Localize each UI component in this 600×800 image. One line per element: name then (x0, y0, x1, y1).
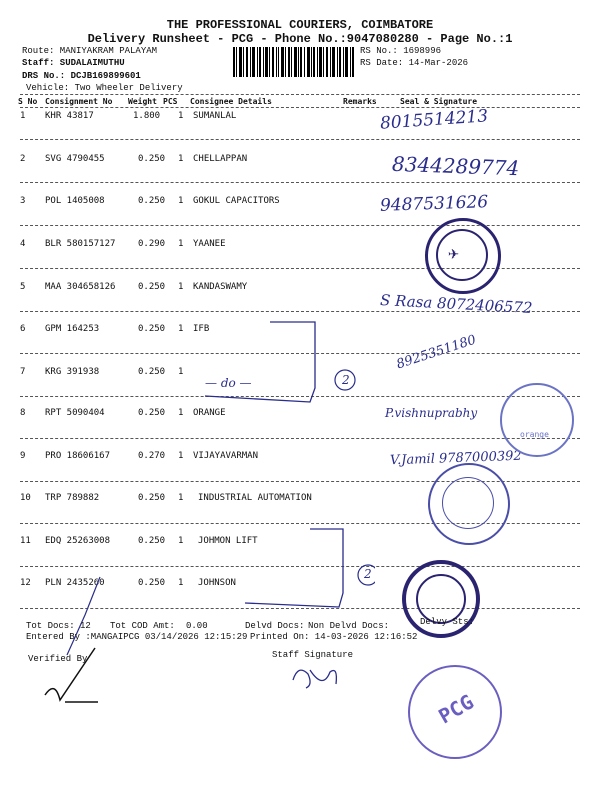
header-rule-bottom (20, 107, 580, 108)
count-circle-b: 2 (364, 567, 372, 581)
runsheet-subtitle: Delivery Runsheet - PCG - Phone No.:9047080280 - Page No.:1 (87, 32, 513, 46)
tot-docs-label: Tot Docs: (26, 621, 75, 631)
row-consignee: VIJAYAVARMAN (193, 451, 259, 461)
non-delvd-docs-label: Non Delvd Docs: (308, 621, 390, 631)
row-consignee: SUMANLAL (193, 111, 237, 121)
printed-on: Printed On: 14-03-2026 12:16:52 (250, 632, 418, 642)
row-sno: 8 (20, 408, 26, 418)
row-weight: 0.250 (138, 282, 166, 292)
row-consignment: KHR 43817 (45, 111, 94, 121)
row-divider (20, 438, 580, 439)
staff-label: Staff: SUDALAIMUTHU (22, 58, 125, 68)
col-pcs: PCS (163, 97, 178, 106)
row-weight: 0.250 (138, 154, 166, 164)
row-pcs: 1 (178, 451, 184, 461)
pcg-stamp (408, 665, 502, 759)
col-seal: Seal & Signature (400, 97, 478, 106)
cod-amt-label: Tot COD Amt: (110, 621, 175, 631)
cod-amt-value: 0.00 (186, 621, 208, 631)
rs-date: RS Date: 14-Mar-2026 (360, 58, 469, 68)
row-pcs: 1 (178, 493, 184, 503)
row-consignee: INDUSTRIAL AUTOMATION (198, 493, 312, 503)
row-consignee: YAANEE (193, 239, 226, 249)
row-consignment: SVG 4790455 (45, 154, 105, 164)
ditto-mark: — do — (205, 376, 252, 390)
row-consignee: JOHMON LIFT (198, 536, 258, 546)
row-weight: 0.250 (138, 367, 166, 377)
row-consignment: KRG 391938 (45, 367, 100, 377)
row-sno: 11 (20, 536, 31, 546)
row-consignment: BLR 580157127 (45, 239, 116, 249)
row-consignee: JOHNSON (198, 578, 236, 588)
row-divider (20, 225, 580, 226)
row-consignment: RPT 5090404 (45, 408, 105, 418)
verified-by-label: Verified By (28, 654, 88, 664)
row-consignee: ORANGE (193, 408, 226, 418)
row-pcs: 1 (178, 282, 184, 292)
row-consignment: TRP 789882 (45, 493, 100, 503)
row-sno: 3 (20, 196, 26, 206)
row-consignee: GOKUL CAPACITORS (193, 196, 280, 206)
table-row (0, 282, 600, 296)
barcode (233, 47, 355, 77)
signature-3: 9487531626 (379, 192, 489, 216)
table-header (0, 97, 600, 111)
row-weight: 1.800 (133, 111, 161, 121)
delvd-docs-label: Delvd Docs: (245, 621, 305, 631)
staff-signature (288, 660, 348, 695)
row-weight: 0.250 (138, 324, 166, 334)
verified-signature (40, 640, 110, 710)
entered-by: Entered By :MANGAIPCG 03/14/2026 12:15:29 (26, 632, 248, 642)
row-weight: 0.250 (138, 536, 166, 546)
row-sno: 7 (20, 367, 26, 377)
signature-1: 8015514213 (379, 106, 489, 134)
count-circle-a: 2 (342, 373, 350, 387)
row-consignment: EDQ 25263008 (45, 536, 111, 546)
pcg-stamp-label: PCG (434, 689, 478, 729)
signature-9: V.Jamil 9787000392 (389, 448, 522, 469)
tvs-stamp: ✈ (425, 218, 501, 294)
row-pcs: 1 (178, 154, 184, 164)
col-consignment: Consignment No (45, 97, 113, 106)
row-consignment: MAA 304658126 (45, 282, 116, 292)
row-pcs: 1 (178, 367, 184, 377)
route-label: Route: MANIYAKRAM PALAYAM (22, 46, 158, 56)
row-pcs: 1 (178, 324, 184, 334)
signature-8: P.vishnuprabhy (385, 406, 478, 420)
vehicle-label: Vehicle: Two Wheeler Delivery (26, 83, 183, 93)
rs-number: RS No.: 1698996 (360, 46, 442, 56)
staff-signature-label: Staff Signature (272, 650, 354, 660)
row-sno: 2 (20, 154, 26, 164)
row-sno: 10 (20, 493, 31, 503)
row-consignee: IFB (193, 324, 210, 334)
tot-docs-value: 12 (80, 621, 91, 631)
row-consignment: POL 1405008 (45, 196, 105, 206)
row-consignment: PRO 18606167 (45, 451, 111, 461)
row-pcs: 1 (178, 239, 184, 249)
company-title: THE PROFESSIONAL COURIERS, COIMBATORE (166, 18, 434, 32)
signature-2: 8344289774 (391, 151, 520, 181)
col-sno: S No (18, 97, 38, 106)
col-consignee: Consignee Details (190, 97, 272, 106)
col-weight: Weight (128, 97, 157, 106)
row-sno: 6 (20, 324, 26, 334)
bracket-mark (190, 318, 360, 408)
table-row (0, 493, 600, 507)
delvy-sts-label: Delvy Sts: (420, 617, 475, 627)
row-sno: 4 (20, 239, 26, 249)
row-divider (20, 182, 580, 183)
row-sno: 1 (20, 111, 26, 121)
col-remarks: Remarks (343, 97, 377, 106)
signature-5: S Rasa 8072406572 (379, 291, 533, 317)
bracket-mark (225, 523, 375, 613)
row-sno: 12 (20, 578, 31, 588)
row-weight: 0.290 (138, 239, 166, 249)
drs-label: DRS No.: DCJB169899601 (22, 71, 141, 81)
row-sno: 9 (20, 451, 26, 461)
row-weight: 0.250 (138, 578, 166, 588)
row-pcs: 1 (178, 196, 184, 206)
row-weight: 0.250 (138, 493, 166, 503)
table-row (0, 196, 600, 210)
row-weight: 0.270 (138, 451, 166, 461)
row-divider (20, 139, 580, 140)
row-consignment: GPM 164253 (45, 324, 100, 334)
row-pcs: 1 (178, 578, 184, 588)
automation-stamp (428, 463, 510, 545)
header-rule-top (20, 94, 580, 95)
table-row (0, 239, 600, 253)
signature-6: 8925351180 (394, 332, 479, 373)
row-sno: 5 (20, 282, 26, 292)
row-pcs: 1 (178, 408, 184, 418)
row-consignee: KANDASWAMY (193, 282, 248, 292)
row-pcs: 1 (178, 536, 184, 546)
row-pcs: 1 (178, 111, 184, 121)
row-consignment: PLN 2435260 (45, 578, 105, 588)
orange-stamp: orange (500, 383, 574, 457)
row-weight: 0.250 (138, 408, 166, 418)
table-row (0, 111, 600, 125)
row-consignee: CHELLAPPAN (193, 154, 248, 164)
row-weight: 0.250 (138, 196, 166, 206)
